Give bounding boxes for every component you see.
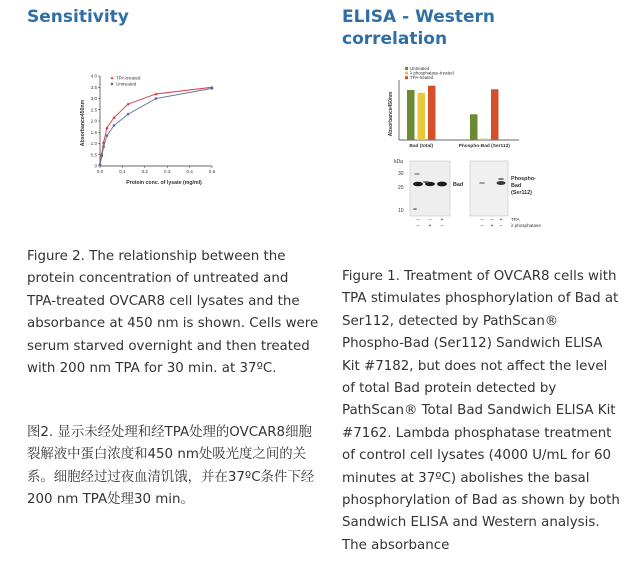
elisa-bar-chart (387, 66, 557, 151)
untreated-data-point (99, 164, 101, 166)
blot-label-phospho-3: (Ser112) (511, 190, 532, 196)
right-section-title-line-1: ELISA - Western (342, 7, 495, 27)
blot-panel-phospho (470, 161, 508, 216)
line-chart-series (98, 86, 213, 167)
bar-lambda (481, 139, 489, 140)
svg-text:+: + (428, 223, 432, 228)
legend-marker-untreated (111, 83, 113, 85)
blot-label-phospho-2: Bad (511, 183, 522, 189)
untreated-data-point (113, 124, 115, 126)
series-line-untreated (100, 88, 212, 165)
x-tick-label: 0.3 (164, 169, 171, 174)
y-tick-label: 3.0 (90, 96, 97, 102)
untreated-data-point (211, 87, 213, 89)
legend-label: TPA-treated (116, 75, 141, 81)
treatment-label-lambda: λ phosphatase (511, 223, 541, 228)
svg-text:–: – (416, 223, 420, 228)
bar-tpa (491, 89, 499, 140)
legend-label: Untreated (116, 81, 137, 87)
y-tick-label: 1.5 (90, 129, 97, 135)
bar-chart-axes (399, 80, 519, 140)
western-blot (393, 156, 553, 228)
figure-2-caption-chinese: 图2. 显示未经处理和经TPA处理的OVCAR8细胞裂解液中蛋白浓度和450 nm处吸光度之间的关系。细胞经过过夜血清饥饿，并在37ºC条件下经200 nm TPA处理30 min。 (27, 425, 315, 508)
treatment-label-tpa: TPA (511, 217, 520, 222)
line-chart-x-label: Protein conc. of lysate (mg/ml) (126, 180, 202, 186)
bar-legend-label: TPA-treated (410, 75, 434, 81)
x-tick-label: 0.4 (186, 169, 193, 174)
left-section-title: Sensitivity (27, 7, 129, 27)
y-tick-label: 2.5 (90, 107, 97, 113)
y-tick-label: 2.0 (90, 118, 97, 124)
bar-legend-label: λ phosphatase-treated (410, 70, 454, 76)
bar-legend-swatch (405, 76, 408, 79)
bar-legend-swatch (405, 72, 408, 75)
sensitivity-line-chart (78, 68, 238, 188)
bar-category-label: Phospho-Bad (Ser112) (458, 144, 510, 149)
svg-text:–: – (440, 223, 444, 228)
bar-lambda (418, 93, 426, 140)
svg-text:–: – (480, 223, 484, 228)
bar-chart-y-label: Absorbance450nm (388, 91, 394, 137)
y-tick-label: 1.0 (90, 141, 97, 147)
bar-legend-label: Untreated (410, 66, 430, 71)
bar-legend-swatch (405, 67, 408, 70)
bar-chart-legend (405, 66, 454, 80)
x-tick-label: 0.0 (96, 169, 104, 174)
blot-treatment-marks (417, 217, 503, 228)
figure-1-caption: Figure 1. Treatment of OVCAR8 cells with TPA stimulates phosphorylation of Bad at Ser112, detected by PathScan® Phospho-Bad (Ser112) Sandwich ELISA Kit #7182, but does not affect the level of total Bad protein detected by PathScan® Total Bad Sandwich ELISA Kit #7162. Lambda phosphatase treatment of control cell lysates (4000 U/mL for 60 minutes at 37ºC) abolishes the basal phosphorylation of Bad as shown by both Sandwich ELISA and Western analysis. The absorbance (342, 269, 620, 553)
figure-2-caption: Figure 2. The relationship between the protein concentration of untreated and TPA-treated OVCAR8 cell lysates and the absorbance at 450 nm is shown. Cells were serum starved overnight and then treated with 200 nm TPA for 30 min. at 37ºC. (27, 249, 319, 377)
line-chart-y-label: Absorbance450nm (80, 99, 86, 147)
x-tick-label: 0.1 (119, 169, 126, 174)
untreated-data-point (102, 146, 104, 148)
right-section-title-line-2: correlation (342, 29, 448, 49)
bar-chart-bars (407, 86, 499, 140)
marker-10: 10 (398, 208, 404, 214)
svg-text:+: + (499, 217, 503, 223)
svg-text:–: – (416, 217, 420, 223)
blot-label-phospho-1: Phospho- (511, 176, 536, 182)
bar-chart-categories (409, 143, 510, 149)
x-tick-label: 0.5 (208, 169, 216, 174)
untreated-data-point (127, 113, 129, 115)
svg-text:+: + (440, 217, 444, 223)
svg-text:+: + (490, 223, 494, 228)
x-tick-label: 0.2 (141, 169, 148, 174)
marker-30: 30 (398, 171, 404, 177)
svg-text:–: – (490, 217, 494, 223)
bar-untreated (470, 114, 478, 140)
untreated-data-point (101, 155, 103, 157)
untreated-data-point (106, 134, 108, 136)
bar-untreated (407, 90, 415, 140)
svg-text:–: – (499, 223, 503, 228)
blot-label-total: Bad (453, 182, 464, 188)
kda-label: kDa (394, 159, 403, 165)
y-tick-label: 0 (94, 163, 97, 169)
y-tick-label: 3.5 (90, 84, 97, 90)
svg-text:–: – (480, 217, 484, 223)
bar-category-label: Bad (total) (409, 144, 434, 149)
untreated-data-point (155, 97, 157, 99)
blot-panel-total (410, 161, 450, 216)
svg-text:–: – (428, 217, 432, 223)
marker-20: 20 (398, 185, 404, 191)
y-tick-label: 4.0 (90, 73, 97, 79)
legend-marker-tpa (111, 76, 114, 79)
line-chart-legend (111, 76, 141, 87)
y-tick-label: 0.5 (90, 152, 97, 158)
bar-tpa (428, 86, 436, 140)
